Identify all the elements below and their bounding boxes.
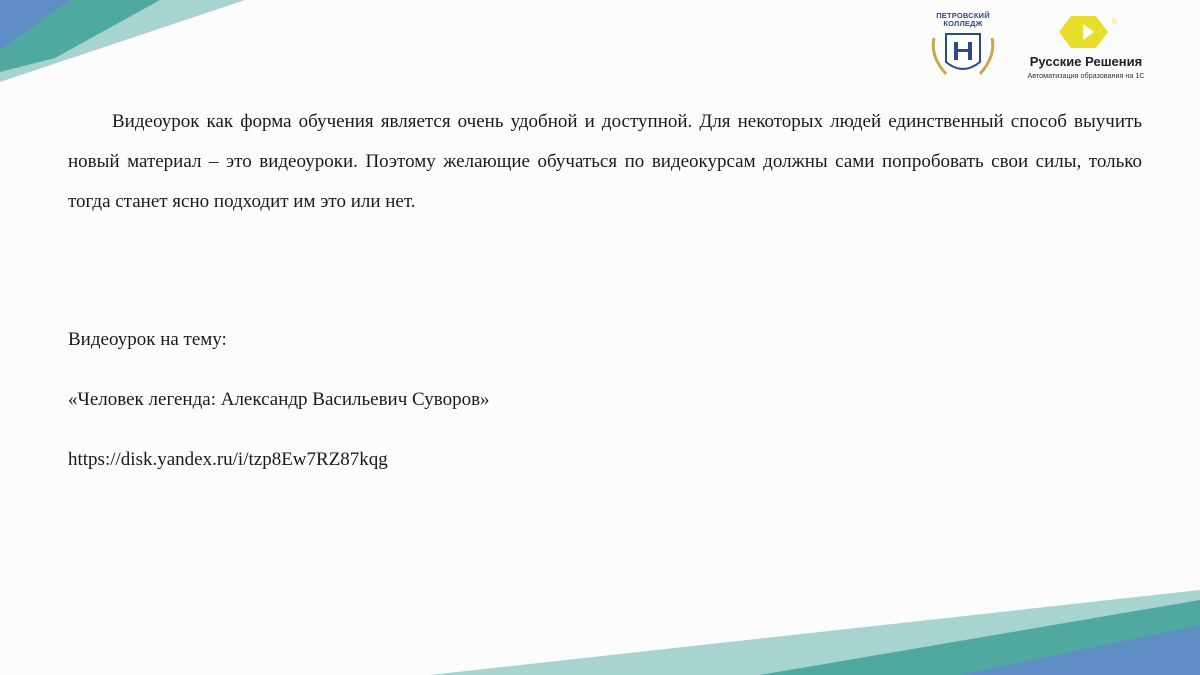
- main-content: [68, 102, 1142, 222]
- intro-paragraph: Видеоурок как форма обучения является очень удобной и доступной. Для некоторых людей единственный способ выучить новый материал – это видеоуроки. Поэтому желающие обучаться по видеокурсам должны сами попробовать свои силы, только тогда станет ясно подходит им это или нет.: [68, 111, 1142, 212]
- video-link[interactable]: https://disk.yandex.ru/i/tzp8Ew7RZ87kqg: [68, 449, 388, 470]
- russkie-resheniya-logo: [1016, 12, 1156, 84]
- petrovsky-college-logo: [924, 12, 1002, 84]
- header-logos: [924, 12, 1154, 84]
- topic-title: «Человек легенда: Александр Васильевич Суворов»: [68, 389, 490, 410]
- rr-hexagon-icon: [1016, 12, 1156, 54]
- rr-name: Русские Решения: [1029, 54, 1143, 69]
- svg-text:®: ®: [1112, 19, 1118, 26]
- college-name: ПЕТРОВСКИЙ КОЛЛЕДЖ: [936, 11, 990, 28]
- rr-tagline: Автоматизация образования на 1С: [1027, 71, 1145, 80]
- topic-label: Видеоурок на тему:: [68, 329, 227, 350]
